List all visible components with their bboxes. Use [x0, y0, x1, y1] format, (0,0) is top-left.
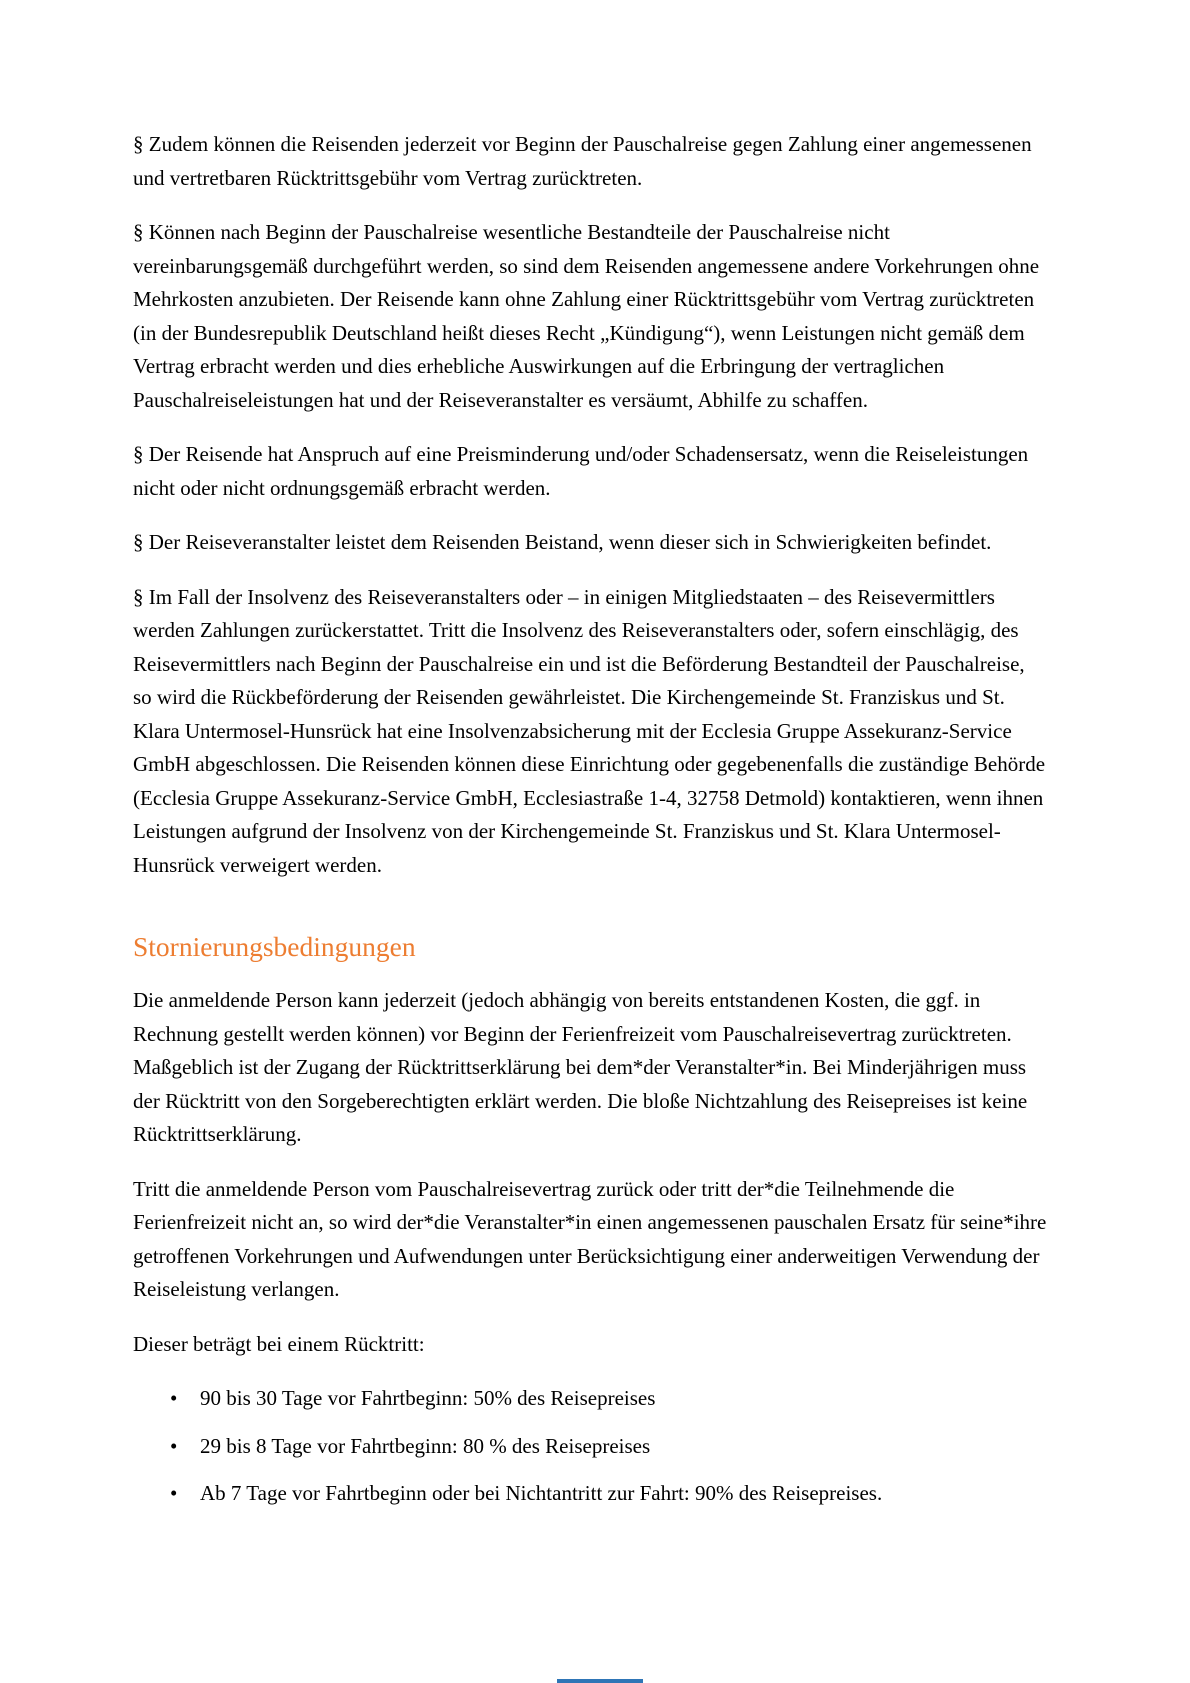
intro-paragraph: § Zudem können die Reisenden jederzeit vor Beginn der Pauschalreise gegen Zahlung einer angemessenen und vertretbaren Rücktrittsgebühr vom Vertrag zurücktreten.	[133, 132, 1032, 190]
body-paragraph: Tritt die anmeldende Person vom Pauschalreisevertrag zurück oder tritt der*die Teilnehmende die Ferienfreizeit nicht an, so wird der*die Veranstalter*in einen angemessenen pauschalen Ersatz für seine*ihre getroffenen Vorkehrungen und Aufwendungen unter Berücksichtigung einer anderweitigen Verwendung der Reiseleistung verlangen.	[133, 1176, 1047, 1301]
cancellation-fee-list	[133, 1382, 1047, 1511]
intro-paragraph: § Der Reiseveranstalter leistet dem Reisenden Beistand, wenn dieser sich in Schwierigkeiten befindet.	[133, 530, 992, 554]
body-paragraph: Dieser beträgt bei einem Rücktritt:	[133, 1331, 425, 1356]
list-item	[170, 1430, 1047, 1464]
intro-paragraph: § Der Reisende hat Anspruch auf eine Preisminderung und/oder Schadensersatz, wenn die Reiseleistungen nicht oder nicht ordnungsgemäß erbracht werden.	[133, 442, 1029, 500]
intro-paragraph: § Im Fall der Insolvenz des Reiseveranstalters oder – in einigen Mitgliedstaaten – des Reisevermittlers werden Zahlungen zurückerstattet. Tritt die Insolvenz des Reiseveranstalters oder, sofern einschlägig, des Reisevermittlers nach Beginn der Pauschalreise ein und ist die Beförderung Bestandteil der Pauschalreise, so wird die Rückbeförderung der Reisenden gewährleistet. Die Kirchengemeinde St. Franziskus und St. Klara Untermosel-Hunsrück hat eine Insolvenzabsicherung mit der Ecclesia Gruppe Assekuranz-Service GmbH abgeschlossen. Die Reisenden können diese Einrichtung oder gegebenenfalls die zuständige Behörde (Ecclesia Gruppe Assekuranz-Service GmbH, Ecclesiastraße 1-4, 32758 Detmold) kontaktieren, wenn ihnen Leistungen aufgrund der Insolvenz von der Kirchengemeinde St. Franziskus und St. Klara Untermosel-Hunsrück verweigert werden.	[133, 584, 1046, 877]
bullet-icon: •	[170, 1433, 178, 1458]
section-heading-stornierungsbedingungen: Stornierungsbedingungen	[133, 931, 416, 962]
cutoff-hyperlink-fragment[interactable]	[557, 1679, 643, 1683]
list-item-text: 90 bis 30 Tage vor Fahrtbeginn: 50% des Reisepreises	[200, 1386, 656, 1410]
bullet-icon: •	[170, 1386, 178, 1410]
list-item-text: Ab 7 Tage vor Fahrtbeginn oder bei Nichtantritt zur Fahrt: 90% des Reisepreises.	[200, 1481, 883, 1505]
body-paragraph: Die anmeldende Person kann jederzeit (jedoch abhängig von bereits entstandenen Kosten, die ggf. in Rechnung gestellt werden können) vor Beginn der Ferienfreizeit vom Pauschalreisevertrag zurücktreten. Maßgeblich ist der Zugang der Rücktrittserklärung bei dem*der Veranstalter*in. Bei Minderjährigen muss der Rücktritt von den Sorgeberechtigten erklärt werden. Die bloße Nichtzahlung des Reisepreises ist keine Rücktrittserklärung.	[133, 988, 1028, 1146]
bullet-icon: •	[170, 1481, 178, 1505]
list-item	[170, 1477, 1047, 1511]
list-item-text: 29 bis 8 Tage vor Fahrtbeginn: 80 % des Reisepreises	[200, 1433, 651, 1458]
intro-paragraph: § Können nach Beginn der Pauschalreise wesentliche Bestandteile der Pauschalreise nicht vereinbarungsgemäß durchgeführt werden, so sind dem Reisenden angemessene andere Vorkehrungen ohne Mehrkosten anzubieten. Der Reisende kann ohne Zahlung einer Rücktrittsgebühr vom Vertrag zurücktreten (in der Bundesrepublik Deutschland heißt dieses Recht „Kündigung“), wenn Leistungen nicht gemäß dem Vertrag erbracht werden und dies erhebliche Auswirkungen auf die Erbringung der vertraglichen Pauschalreiseleistungen hat und der Reiseveranstalter es versäumt, Abhilfe zu schaffen.	[133, 220, 1040, 412]
list-item	[170, 1382, 1047, 1416]
